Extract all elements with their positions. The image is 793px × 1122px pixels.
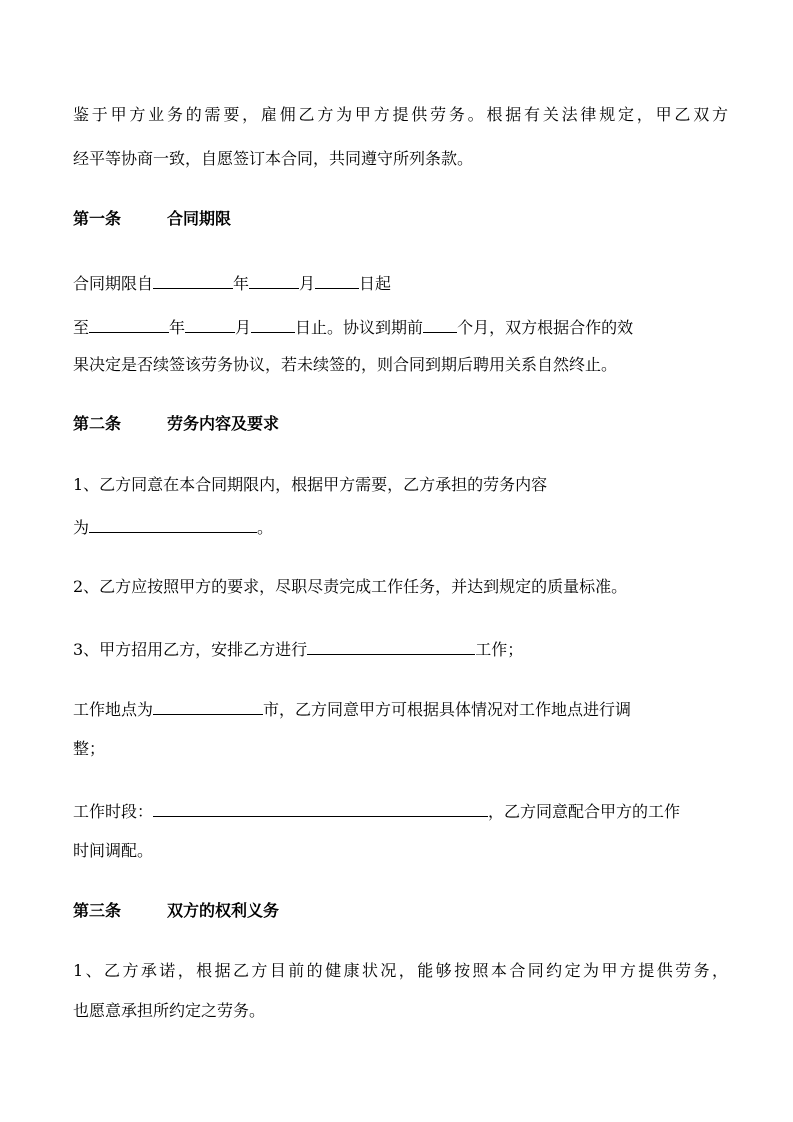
end-day-blank[interactable]	[251, 314, 295, 333]
work-location-line-2: 整；	[73, 739, 106, 758]
job-blank[interactable]	[307, 636, 475, 655]
service-content-blank[interactable]	[89, 514, 257, 533]
start-year-blank[interactable]	[153, 270, 233, 289]
work-hours-blank[interactable]	[153, 798, 488, 817]
start-day-blank[interactable]	[315, 270, 359, 289]
work-hours-text: ，乙方同意配合甲方的工作	[488, 802, 681, 821]
article-3-heading	[73, 900, 279, 922]
months-before-blank[interactable]	[423, 314, 457, 333]
work-label: 工作；	[475, 640, 524, 659]
month-label: 月	[235, 318, 252, 337]
term-end-label: 至	[73, 318, 90, 337]
term-start-label: 合同期限自	[73, 274, 154, 293]
work-hours-label: 工作时段：	[73, 802, 154, 821]
day-end-label: 日止。协议到期前	[295, 318, 424, 337]
article-3-clause-1-line-1: 1、乙方承诺，根据乙方目前的健康状况，能够按照本合同约定为甲方提供劳务，	[73, 961, 728, 980]
intro-line-1: 鉴于甲方业务的需要，雇佣乙方为甲方提供劳务。根据有关法律规定，甲乙双方	[73, 105, 728, 124]
year-label: 年	[169, 318, 186, 337]
work-location-blank[interactable]	[153, 696, 263, 715]
work-location-text: 市，乙方同意甲方可根据具体情况对工作地点进行调	[263, 700, 632, 719]
work-location-line-1	[73, 696, 728, 721]
article-2-clause-1-line-1: 1、乙方同意在本合同期限内，根据甲方需要，乙方承担的劳务内容	[73, 475, 548, 494]
work-hours-line-2: 时间调配。	[73, 841, 154, 860]
article-3-clause-1-line-2: 也愿意承担所约定之劳务。	[73, 1001, 266, 1020]
service-content-label: 为	[73, 518, 90, 537]
article-3-number: 第三条	[73, 901, 122, 920]
renewal-label: 个月，双方根据合作的效	[457, 318, 634, 337]
article-1-title: 合同期限	[167, 209, 232, 228]
end-month-blank[interactable]	[185, 314, 235, 333]
article-2-heading	[73, 413, 279, 435]
job-assignment-label: 3、甲方招用乙方，安排乙方进行	[73, 640, 308, 659]
article-2-clause-2: 2、乙方应按照甲方的要求，尽职尽责完成工作任务，并达到规定的质量标准。	[73, 577, 628, 596]
article-3-title: 双方的权利义务	[167, 901, 280, 920]
period-mark: 。	[257, 518, 274, 537]
article-1-number: 第一条	[73, 209, 122, 228]
work-hours-line-1	[73, 798, 728, 823]
article-1-heading	[73, 208, 231, 230]
article-1-term-start-line	[73, 270, 728, 295]
year-label: 年	[233, 274, 250, 293]
work-location-label: 工作地点为	[73, 700, 154, 719]
article-2-clause-3	[73, 636, 728, 661]
article-2-number: 第二条	[73, 414, 122, 433]
article-2-title: 劳务内容及要求	[167, 414, 280, 433]
article-1-term-end-line	[73, 314, 728, 339]
month-label: 月	[299, 274, 316, 293]
article-2-clause-1-line-2	[73, 514, 728, 539]
day-start-label: 日起	[359, 274, 392, 293]
end-year-blank[interactable]	[89, 314, 169, 333]
document-page	[73, 0, 728, 1122]
start-month-blank[interactable]	[249, 270, 299, 289]
intro-line-2: 经平等协商一致，自愿签订本合同，共同遵守所列条款。	[73, 149, 474, 168]
article-1-renewal-line: 果决定是否续签该劳务协议，若未续签的，则合同到期后聘用关系自然终止。	[73, 355, 618, 374]
